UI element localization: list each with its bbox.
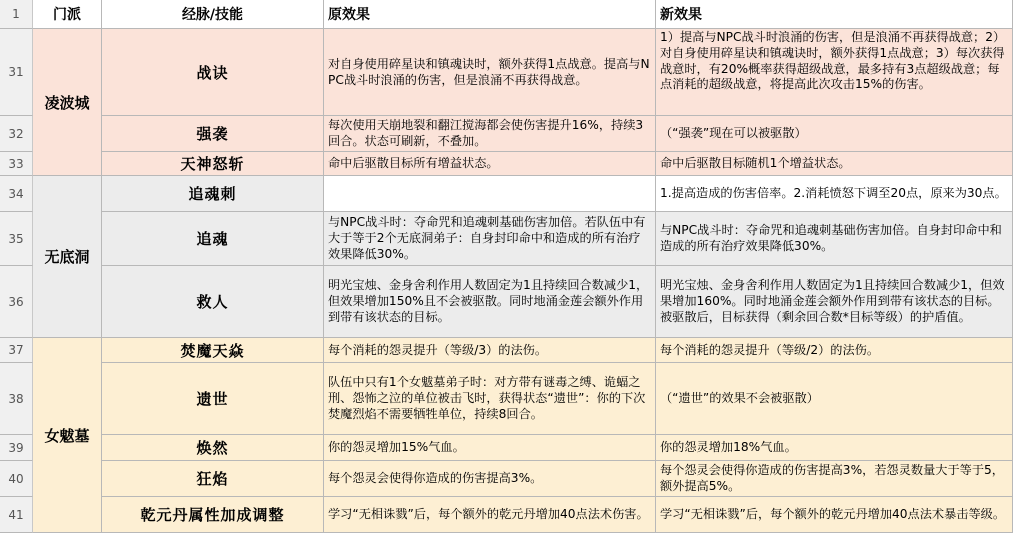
row-number[interactable]: 37 [0, 338, 33, 363]
old-effect-text: 每个怨灵会使得你造成的伤害提高3%。 [328, 471, 543, 486]
new-effect-text: 与NPC战斗时：夺命咒和追魂刺基础伤害加倍。自身封印命中和造成的所有治疗效果降低30%。 [660, 223, 1002, 253]
old-effect-cell[interactable] [324, 116, 656, 152]
skill-cell[interactable]: 天神怒斩 [102, 152, 324, 176]
new-effect-cell[interactable] [656, 363, 1013, 435]
old-effect-text: 每个消耗的怨灵提升（等级/3）的法伤。 [328, 342, 548, 357]
new-effect-text: 1）提高与NPC战斗时浪涌的伤害，但是浪涌不再获得战意；2）对自身使用碎星诀和镇魂诀时，额外获得1点战意；3）每次获得战意时，有20%概率获得超级战意，最多持有3点超级战意；每点消耗的超级战意，将提高此次攻击15%的伤害。 [660, 30, 1006, 92]
old-effect-text: 明光宝烛、金身舍利作用人数固定为1且持续回合数减少1，但效果增加150%且不会被驱散。同时地涌金莲会额外作用到带有该状态的目标。 [328, 278, 649, 324]
new-effect-text: 学习“无相诛戮”后，每个额外的乾元丹增加40点法术暴击等级。 [660, 507, 1006, 522]
old-effect-cell[interactable] [324, 152, 656, 176]
new-effect-cell[interactable] [656, 29, 1013, 116]
row-number[interactable]: 34 [0, 176, 33, 212]
row-number[interactable]: 32 [0, 116, 33, 152]
new-effect-text: 命中后驱散目标随机1个增益状态。 [660, 156, 851, 171]
old-effect-text: 对自身使用碎星诀和镇魂诀时，额外获得1点战意。提高与NPC战斗时浪涌的伤害，但是浪涌不再获得战意。 [328, 56, 650, 87]
old-effect-cell[interactable] [324, 461, 656, 497]
skill-cell[interactable]: 救人 [102, 266, 324, 338]
sect-cell-lingbo[interactable]: 凌波城 [33, 29, 102, 176]
column-header-new-effect[interactable]: 新效果 [656, 0, 1013, 29]
row-number[interactable]: 38 [0, 363, 33, 435]
old-effect-text: 学习“无相诛戮”后，每个额外的乾元丹增加40点法术伤害。 [328, 507, 649, 522]
new-effect-text: （“强袭”现在可以被驱散） [660, 126, 807, 141]
old-effect-text: 你的怨灵增加15%气血。 [328, 440, 465, 455]
row-number[interactable]: 35 [0, 212, 33, 266]
row-number-header[interactable]: 1 [0, 0, 33, 29]
old-effect-cell[interactable] [324, 338, 656, 363]
old-effect-text: 队伍中只有1个女魃墓弟子时：对方带有谜毒之缚、诡蝠之刑、怨怖之泣的单位被击飞时，获得状态“遗世”：你的下次焚魔烈焰不需要牺牲单位，持续8回合。 [328, 375, 646, 421]
new-effect-text: 明光宝烛、金身舍利作用人数固定为1且持续回合数减少1，但效果增加160%。同时地涌金莲会额外作用到带有该状态的目标。被驱散后，目标获得（剩余回合数*目标等级）的护盾值。 [660, 278, 1005, 324]
old-effect-cell[interactable] [324, 266, 656, 338]
new-effect-text: 1.提高造成的伤害倍率。2.消耗愤怒下调至20点，原来为30点。 [660, 186, 1007, 201]
old-effect-cell[interactable] [324, 363, 656, 435]
new-effect-text: 每个消耗的怨灵提升（等级/2）的法伤。 [660, 342, 880, 357]
column-header-sect[interactable]: 门派 [33, 0, 102, 29]
skill-cell[interactable]: 追魂 [102, 212, 324, 266]
new-effect-text: 你的怨灵增加18%气血。 [660, 440, 797, 455]
row-number[interactable]: 39 [0, 435, 33, 461]
new-effect-cell[interactable] [656, 435, 1013, 461]
row-number[interactable]: 36 [0, 266, 33, 338]
skill-cell[interactable]: 追魂刺 [102, 176, 324, 212]
sect-cell-wudi[interactable]: 无底洞 [33, 176, 102, 338]
skill-cell[interactable]: 狂焰 [102, 461, 324, 497]
old-effect-text: 与NPC战斗时：夺命咒和追魂刺基础伤害加倍。若队伍中有大于等于2个无底洞弟子：自身封印命中和造成的所有治疗效果降低30%。 [328, 215, 646, 261]
new-effect-cell[interactable] [656, 497, 1013, 533]
skill-cell[interactable]: 焕然 [102, 435, 324, 461]
new-effect-cell[interactable] [656, 338, 1013, 363]
skill-cell[interactable]: 强袭 [102, 116, 324, 152]
new-effect-cell[interactable] [656, 461, 1013, 497]
new-effect-cell[interactable] [656, 116, 1013, 152]
row-number[interactable]: 41 [0, 497, 33, 533]
skill-cell[interactable]: 乾元丹属性加成调整 [102, 497, 324, 533]
new-effect-text: （“遗世”的效果不会被驱散） [660, 391, 819, 406]
skill-cell[interactable]: 遗世 [102, 363, 324, 435]
old-effect-cell[interactable] [324, 29, 656, 116]
new-effect-cell[interactable] [656, 266, 1013, 338]
old-effect-cell[interactable] [324, 176, 656, 212]
old-effect-cell[interactable] [324, 212, 656, 266]
column-header-skill[interactable]: 经脉/技能 [102, 0, 324, 29]
row-number[interactable]: 31 [0, 29, 33, 116]
skill-cell[interactable]: 战诀 [102, 29, 324, 116]
column-header-old-effect[interactable]: 原效果 [324, 0, 656, 29]
row-number[interactable]: 40 [0, 461, 33, 497]
old-effect-text: 命中后驱散目标所有增益状态。 [328, 156, 499, 171]
old-effect-text: 每次使用天崩地裂和翻江搅海都会使伤害提升16%，持续3回合。状态可刷新，不叠加。 [328, 118, 644, 148]
row-number[interactable]: 33 [0, 152, 33, 176]
new-effect-cell[interactable] [656, 176, 1013, 212]
old-effect-cell[interactable] [324, 497, 656, 533]
old-effect-cell[interactable] [324, 435, 656, 461]
new-effect-cell[interactable] [656, 212, 1013, 266]
new-effect-cell[interactable] [656, 152, 1013, 176]
new-effect-text: 每个怨灵会使得你造成的伤害提高3%，若怨灵数量大于等于5，额外提高5%。 [660, 463, 1004, 493]
sect-cell-nvmu[interactable]: 女魃墓 [33, 338, 102, 533]
skill-cell[interactable]: 焚魔天焱 [102, 338, 324, 363]
